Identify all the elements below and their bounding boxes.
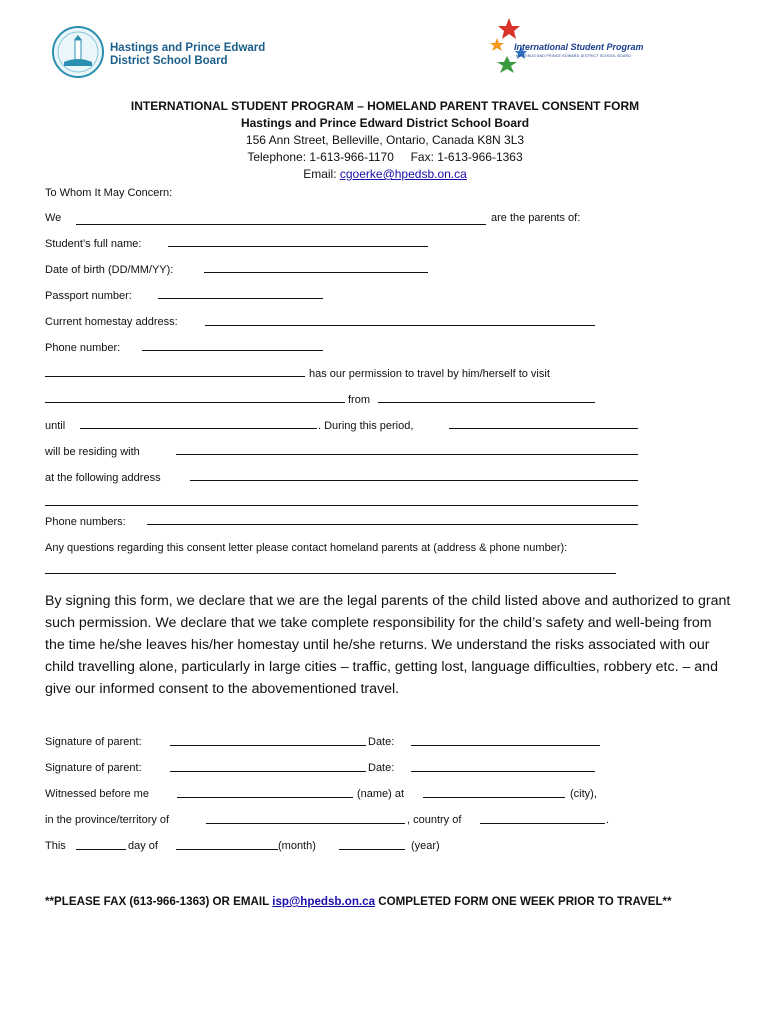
- this-label: This: [45, 840, 66, 852]
- phone-numbers-label: Phone numbers:: [45, 516, 126, 528]
- we-label: We: [45, 212, 62, 224]
- city-label: (city),: [570, 788, 597, 800]
- country-label: , country of: [407, 814, 462, 826]
- name-at-label: (name) at: [357, 788, 405, 800]
- form-header: [0, 98, 770, 183]
- phone-numbers-field[interactable]: [147, 524, 638, 525]
- phone-field[interactable]: [142, 350, 323, 351]
- day-of-label: day of: [128, 840, 158, 852]
- org-address: 156 Ann Street, Belleville, Ontario, Canada K8N 3L3: [245, 133, 525, 147]
- contact-parents-field[interactable]: [45, 573, 616, 574]
- signature-2-field[interactable]: [170, 771, 366, 772]
- board-name-line1: Hastings and Prince Edward: [110, 42, 266, 54]
- country-field[interactable]: [480, 823, 605, 824]
- phone-label: Phone number:: [45, 342, 121, 354]
- signature-1-field[interactable]: [170, 745, 366, 746]
- date-1-label: Date:: [368, 736, 395, 748]
- form-title: INTERNATIONAL STUDENT PROGRAM – HOMELAND PARENT TRAVEL CONSENT FORM: [130, 99, 640, 113]
- year-field[interactable]: [339, 849, 405, 850]
- org-phone: Telephone: 1-613-966-1170 Fax: 1-613-966-1363: [247, 150, 523, 164]
- school-board-logo: [52, 26, 272, 82]
- witness-name-field[interactable]: [177, 797, 353, 798]
- from-date-field[interactable]: [378, 402, 595, 403]
- org-name: Hastings and Prince Edward District School Board: [240, 116, 530, 130]
- isp-subtitle: HASTINGS AND PRINCE EDWARD DISTRICT SCHOOL BOARD: [516, 54, 632, 58]
- dob-field[interactable]: [204, 272, 428, 273]
- following-address-field[interactable]: [190, 480, 638, 481]
- residing-label: will be residing with: [45, 446, 140, 458]
- student-name-field[interactable]: [168, 246, 428, 247]
- isp-title: International Student Program: [514, 42, 644, 52]
- signature-1-label: Signature of parent:: [45, 736, 142, 748]
- country-period: .: [606, 814, 610, 826]
- parents-names-field[interactable]: [76, 224, 486, 225]
- student-name-label: Student’s full name:: [45, 238, 142, 250]
- org-email-line: [0, 166, 770, 183]
- month-label: (month): [278, 840, 316, 852]
- homestay-address-label: Current homestay address:: [45, 316, 178, 328]
- until-date-field[interactable]: [80, 428, 317, 429]
- witness-city-field[interactable]: [423, 797, 565, 798]
- board-name-line2: District School Board: [110, 55, 228, 67]
- destination-field[interactable]: [45, 402, 345, 403]
- board-name: [110, 42, 280, 68]
- footer-suffix: COMPLETED FORM ONE WEEK PRIOR TO TRAVEL**: [375, 895, 672, 908]
- lighthouse-seal-icon: [52, 26, 104, 78]
- date-1-field[interactable]: [411, 745, 600, 746]
- questions-label: Any questions regarding this consent letter please contact homeland parents at (address & phone number):: [45, 542, 568, 554]
- residing-with-field[interactable]: [176, 454, 638, 455]
- during-period-name-field[interactable]: [449, 428, 638, 429]
- until-label: until: [45, 420, 66, 432]
- homestay-address-field[interactable]: [205, 325, 595, 326]
- date-2-field[interactable]: [411, 771, 595, 772]
- witnessed-label: Witnessed before me: [45, 788, 149, 800]
- year-label: (year): [411, 840, 440, 852]
- from-label: from: [348, 394, 370, 406]
- footer-instruction: [45, 895, 672, 908]
- date-2-label: Date:: [368, 762, 395, 774]
- province-label: in the province/territory of: [45, 814, 170, 826]
- email-label: Email:: [303, 167, 340, 181]
- salutation: To Whom It May Concern:: [45, 187, 173, 199]
- following-address-field-2[interactable]: [45, 505, 638, 506]
- day-field[interactable]: [76, 849, 126, 850]
- during-period-label: . During this period,: [318, 420, 414, 432]
- passport-label: Passport number:: [45, 290, 132, 302]
- declaration-paragraph: By signing this form, we declare that we are the legal parents of the child listed above and authorized to grant such permission. We declare that we take complete responsibility for the child’s safety and well-being from the time he/she leaves his/her homestay until he/she returns. We understand the risks associated with our child travelling alone, particularly in large cities – traffic, getting lost, language difficulties, robbery etc. – and give our informed consent to the abovementioned travel.: [45, 593, 731, 697]
- email-link[interactable]: cgoerke@hpedsb.on.ca: [339, 167, 467, 181]
- footer-prefix: **PLEASE FAX (613-966-1363) OR EMAIL: [45, 895, 273, 908]
- student-travel-name-field[interactable]: [45, 376, 305, 377]
- following-address-label: at the following address: [45, 472, 161, 484]
- parents-of-label: are the parents of:: [491, 212, 581, 224]
- month-field[interactable]: [176, 849, 278, 850]
- signature-2-label: Signature of parent:: [45, 762, 142, 774]
- isp-logo: [487, 16, 647, 84]
- dob-label: Date of birth (DD/MM/YY):: [45, 264, 174, 276]
- footer-email-link[interactable]: isp@hpedsb.on.ca: [272, 895, 376, 908]
- passport-field[interactable]: [158, 298, 323, 299]
- province-field[interactable]: [206, 823, 405, 824]
- permission-label: has our permission to travel by him/herself to visit: [309, 368, 550, 380]
